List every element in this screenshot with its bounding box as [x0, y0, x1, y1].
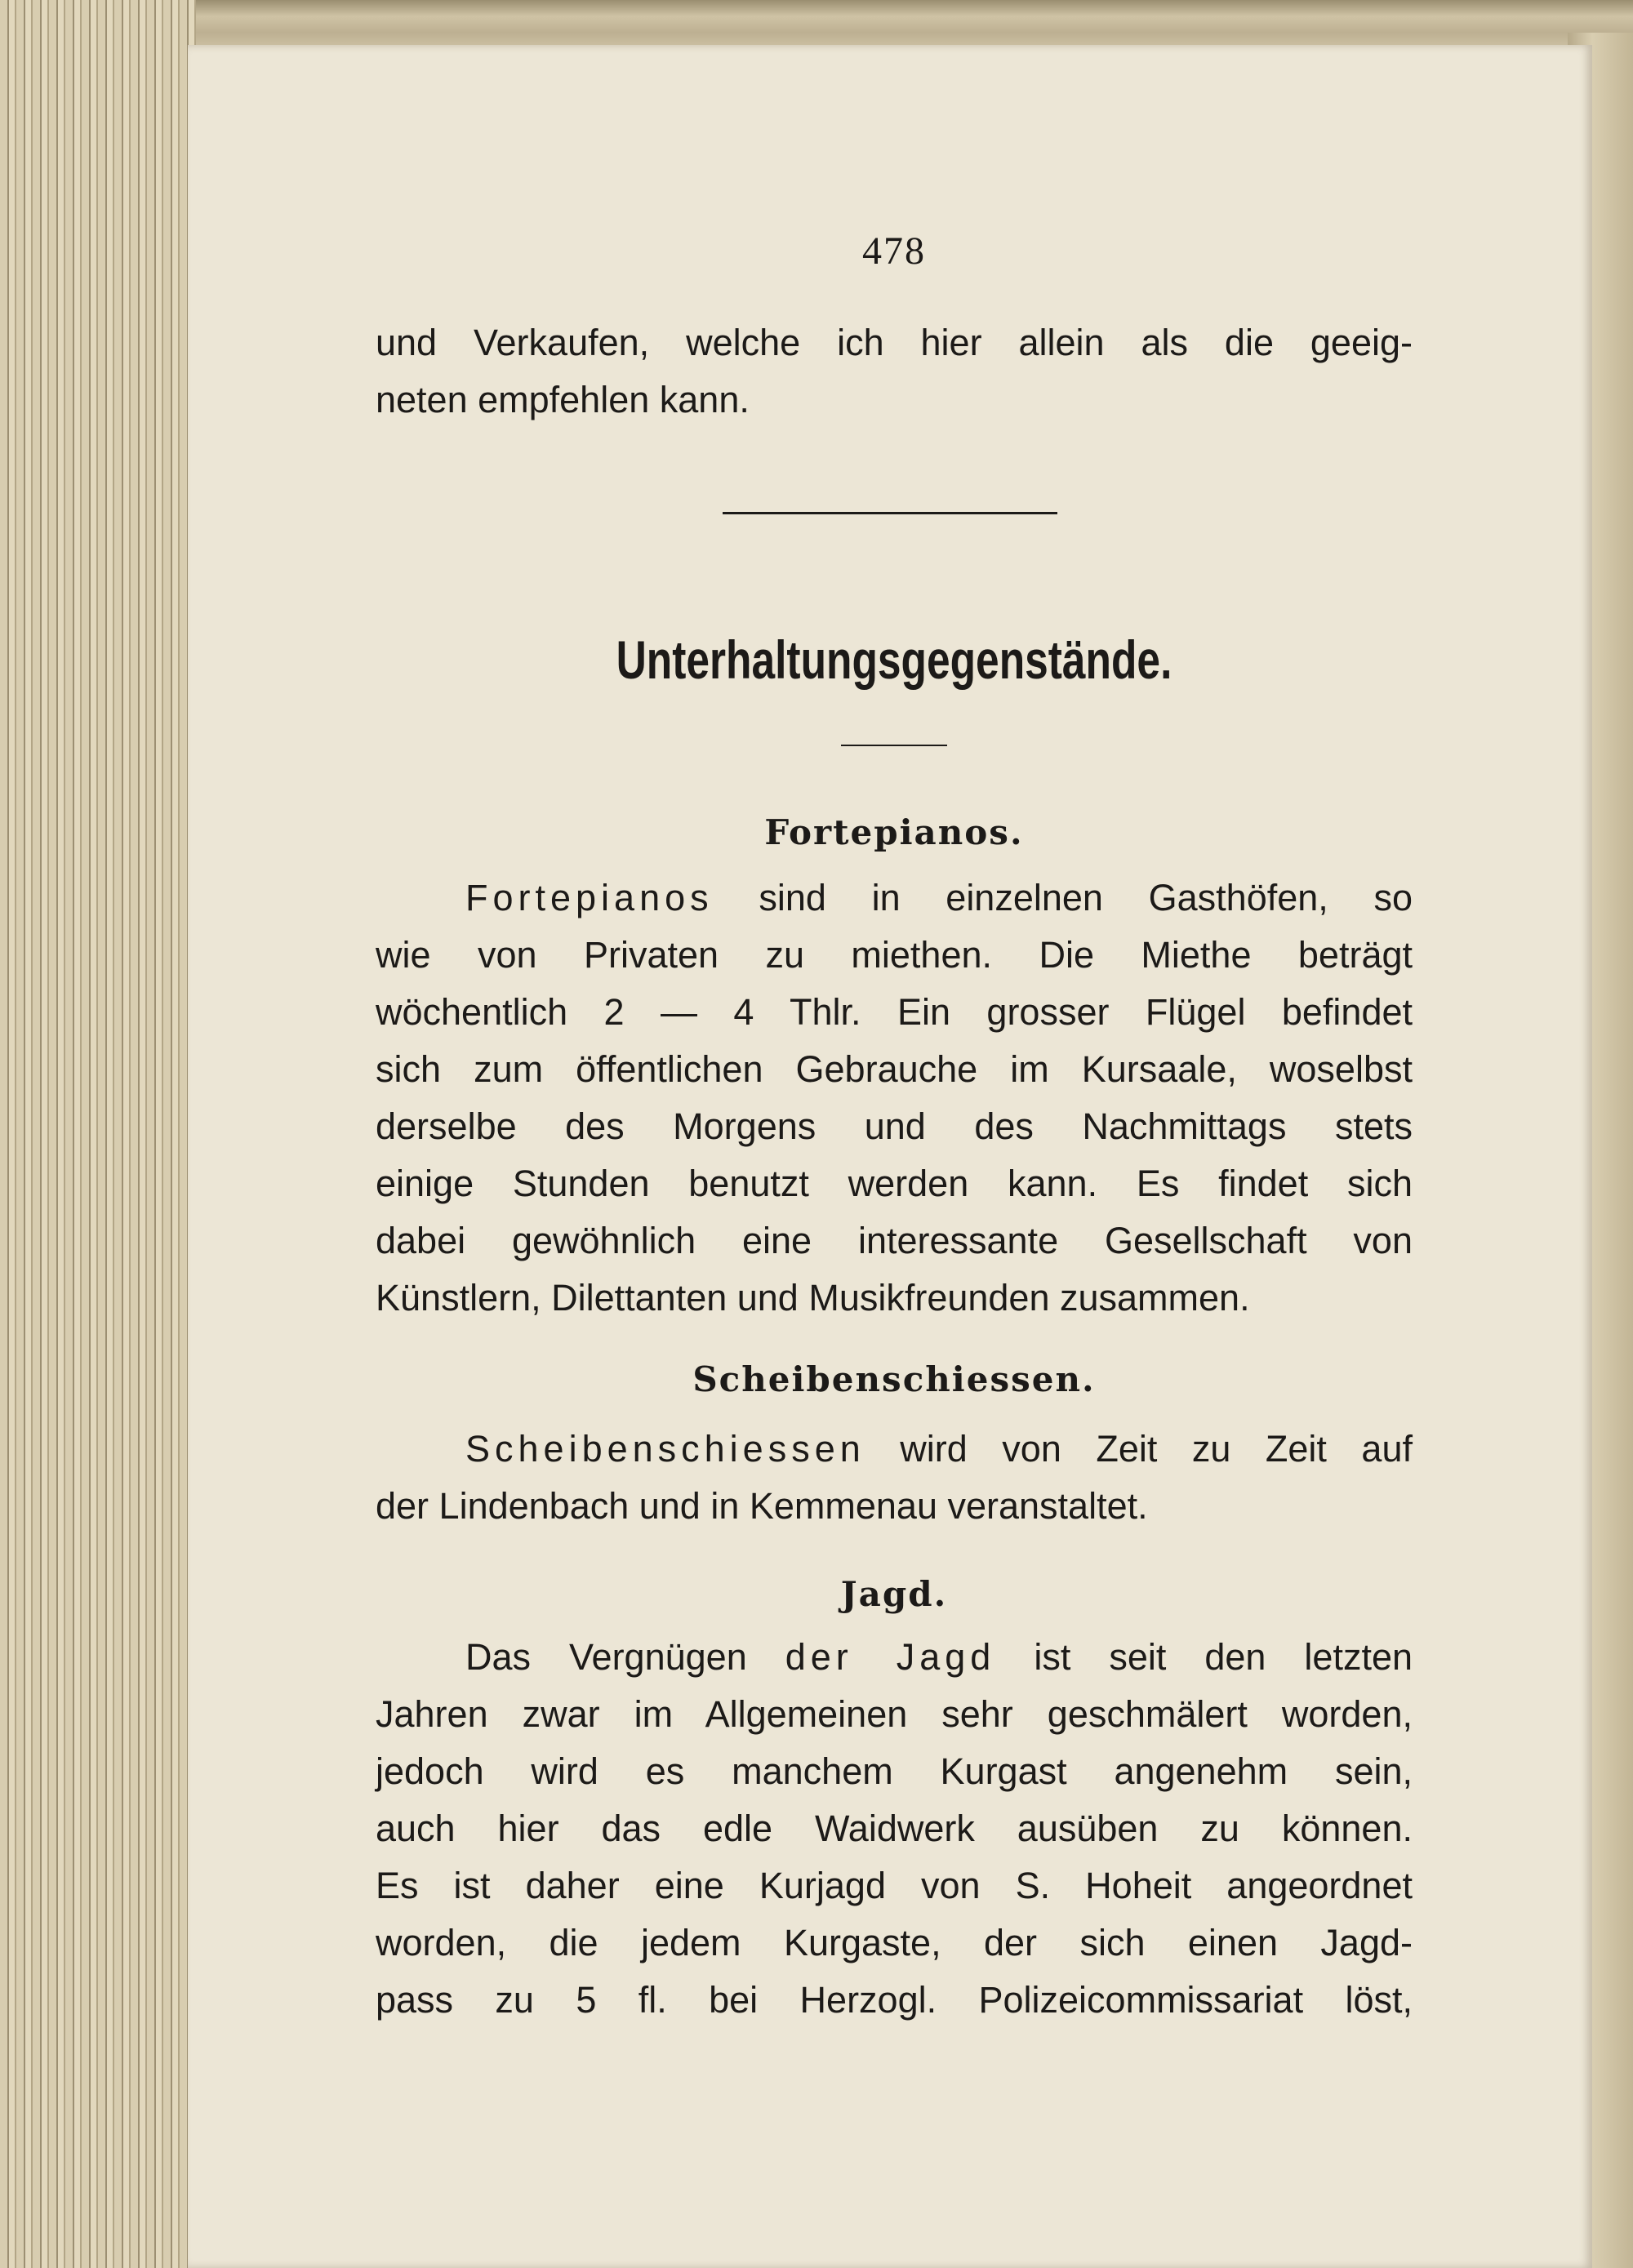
text-line: sich zum öffentlichen Gebrauche im Kursaale, woselbst [376, 1048, 1413, 1090]
text-line: wie von Privaten zu miethen. Die Miethe beträgt [376, 934, 1413, 976]
text-line: auch hier das edle Waidwerk ausüben zu können. [376, 1808, 1413, 1849]
text-run: wird von Zeit zu Zeit auf [865, 1428, 1413, 1470]
page-number: 478 [862, 229, 926, 273]
text-run: ist seit den letzten [995, 1636, 1413, 1678]
text-line: Künstlern, Dilettanten und Musikfreunden zusammen. [376, 1277, 1250, 1319]
text-line: Jahren zwar im Allgemeinen sehr geschmälert worden, [376, 1693, 1413, 1735]
lead-word: Scheibenschiessen [465, 1428, 865, 1470]
text-line: einige Stunden benutzt werden kann. Es findet sich [376, 1163, 1413, 1204]
text-line: derselbe des Morgens und des Nachmittags stets [376, 1105, 1413, 1147]
page-content [376, 0, 1413, 2268]
intro-paragraph [376, 314, 1413, 429]
text-line [376, 1421, 1413, 1478]
text-run: Das Vergnügen [465, 1636, 785, 1678]
text-run: sind in einzelnen Gasthöfen, so [713, 877, 1413, 918]
text-line: jedoch wird es manchem Kurgast angenehm sein, [376, 1750, 1413, 1792]
text-line: neten empfehlen kann. [376, 379, 750, 420]
heading-jagd: Jagd. [840, 1574, 948, 1614]
book-page-edges [0, 0, 196, 2268]
section-title: Unterhaltungsgegenstände. [616, 629, 1172, 690]
text-line: und Verkaufen, welche ich hier allein als die geeig- [376, 322, 1413, 363]
section-divider [723, 512, 1057, 514]
text-line: worden, die jedem Kurgaste, der sich einen Jagd- [376, 1922, 1413, 1963]
text-line: wöchentlich 2 — 4 Thlr. Ein grosser Flügel befindet [376, 991, 1413, 1033]
text-line: dabei gewöhnlich eine interessante Gesellschaft von [376, 1220, 1413, 1261]
spaced-phrase: der Jagd [785, 1636, 996, 1678]
text-line: pass zu 5 fl. bei Herzogl. Polizeicommissariat löst, [376, 1979, 1413, 2021]
heading-fortepianos: Fortepianos. [764, 812, 1024, 852]
paragraph-scheibenschiessen [376, 1421, 1413, 1535]
paragraph-jagd [376, 1629, 1413, 2029]
heading-scheibenschiessen: Scheibenschiessen. [692, 1359, 1096, 1399]
text-line: der Lindenbach und in Kemmenau veranstaltet. [376, 1485, 1148, 1527]
lead-word: Fortepianos [465, 877, 714, 918]
text-line [376, 1629, 1413, 1686]
paragraph-fortepianos [376, 869, 1413, 1327]
text-line [376, 869, 1413, 927]
title-underline [841, 745, 947, 746]
text-line: Es ist daher eine Kurjagd von S. Hoheit angeordnet [376, 1865, 1413, 1906]
